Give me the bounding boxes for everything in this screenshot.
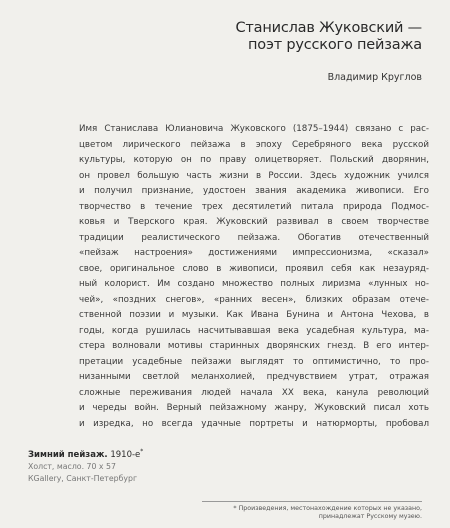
body-line: свое, оригинальное слово в живописи, проявил себя как незауряд- xyxy=(79,263,429,274)
title-line-1: Станислав Жуковский — xyxy=(235,20,422,36)
body-line: претации усадебные пейзажи выглядят то оптимистично, то про- xyxy=(79,356,429,367)
footnote-mark: * xyxy=(140,448,144,455)
footnote-line-2: принадлежат Русскому музею. xyxy=(318,513,422,520)
artwork-title: Зимний пейзаж. xyxy=(28,449,108,460)
body-line: творчество в течение трех десятилетий питала природа Подмос- xyxy=(79,201,429,212)
artwork-year: 1910-е xyxy=(110,449,141,460)
body-line: ковья и Тверского края. Жуковский развивал в своем творчестве xyxy=(79,217,429,227)
body-line: традиции реалистического пейзажа. Обогатив отечественный xyxy=(79,232,429,243)
artwork-caption xyxy=(28,446,188,484)
body-line: чей», «поздних снегов», «ранних весен», близких образам отече- xyxy=(79,294,429,305)
body-line: цветом лирического пейзажа в эпоху Серебряного века русской xyxy=(79,139,429,150)
body-line: и изредка, но всегда удачные портреты и натюрморты, пробовал xyxy=(79,418,429,429)
body-line: он провел большую часть жизни в России. Здесь художник учился xyxy=(79,170,429,181)
body-line: стера волновали мотивы старинных дворянских гнезд. В его интер- xyxy=(79,341,429,351)
artwork-medium: Холст, масло. 70 x 57 xyxy=(28,462,116,472)
body-line: культуры, которую он по праву олицетворяет. Польский дворянин, xyxy=(79,155,429,165)
footnote xyxy=(202,501,422,521)
body-line: годы, когда рушилась насчитывавшая века усадебная культура, ма- xyxy=(79,325,429,336)
body-line: ный колорист. Им создано множество полных лиризма «лунных но- xyxy=(79,279,429,289)
body-paragraph xyxy=(79,122,429,432)
footnote-line-1: * Произведения, местонахождение которых не указано, xyxy=(233,505,422,512)
body-line: Имя Станислава Юлиановича Жуковского (1875–1944) связано с рас- xyxy=(79,124,429,134)
body-line: ственной поэзии и музыки. Как Ивана Бунина и Антона Чехова, в xyxy=(79,310,429,320)
artwork-location: КGallery, Санкт-Петербург xyxy=(28,473,138,483)
body-line: низанными светлой меланхолией, предчувствием утрат, отражая xyxy=(79,372,429,382)
body-line: и получил признание, удостоен звания академика живописи. Его xyxy=(79,186,429,196)
article-title xyxy=(235,20,422,54)
title-line-2: поэт русского пейзажа xyxy=(248,37,422,53)
body-line: и череды войн. Верный пейзажному жанру, Жуковский писал хоть xyxy=(79,403,429,413)
body-line: «пейзаж настроения» достижениями импрессионизма, «сказал» xyxy=(79,248,429,258)
body-line: сложные переживания людей начала XX века, канула революций xyxy=(79,387,429,398)
author-name: Владимир Круглов xyxy=(327,72,422,83)
